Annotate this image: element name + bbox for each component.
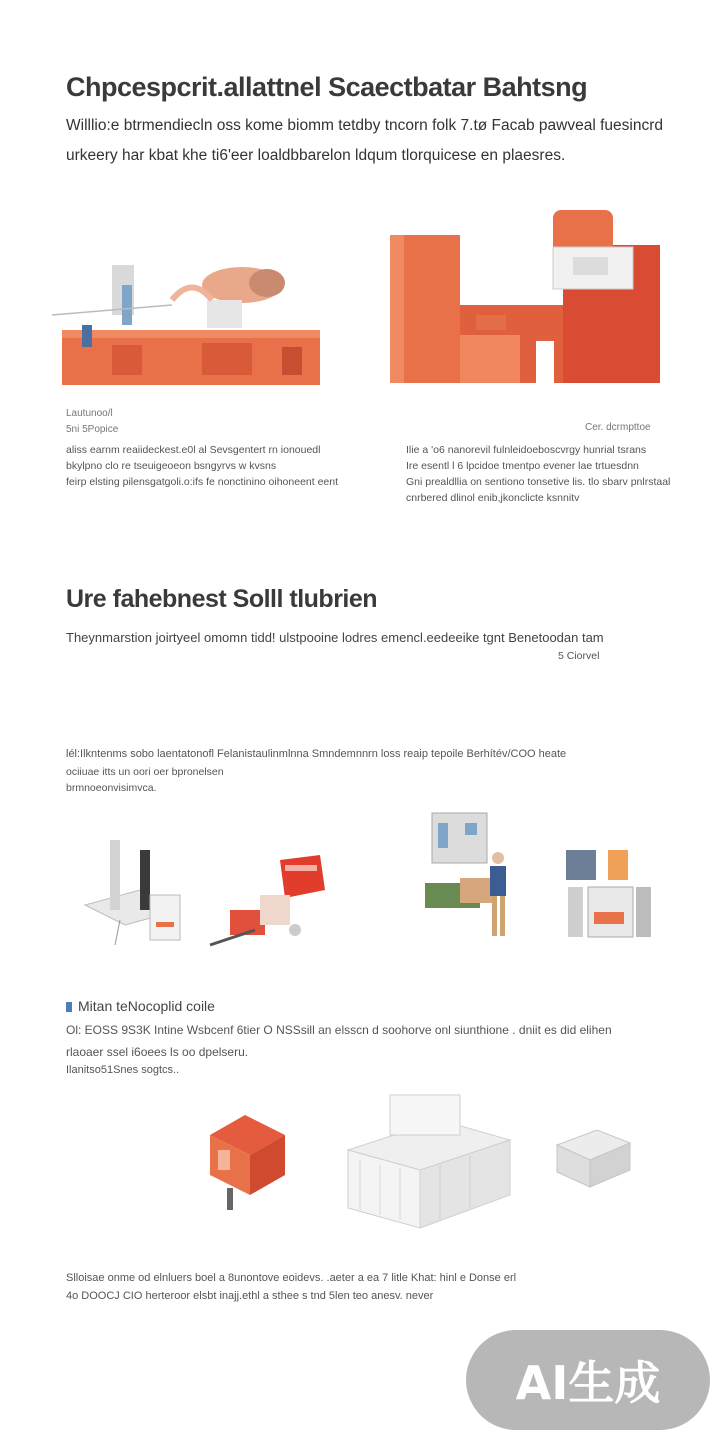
cabin-illustration — [200, 1110, 295, 1220]
building-illustration — [340, 1090, 515, 1230]
operator-illustration — [420, 808, 520, 943]
section2-lead-line2: 5 Ciorvel — [558, 650, 600, 662]
factory-illustration-left — [52, 255, 324, 387]
caption-left-tag1: Lautunoo/l — [66, 408, 113, 419]
section2-para-line: ociiuae itts un oori oer bpronelsen — [66, 766, 224, 778]
factory-illustration-right — [388, 205, 663, 387]
caption-right-line: Gni prealdllia on sentiono tonsetive lis. tlo sbarv pnlrstaal — [406, 476, 671, 488]
section3-line: Ol: EOSS 9S3K Intine Wsbcenf 6tier O NSSsill an elsscn d soohorve onl siunthione . dniit es did elihen — [66, 1023, 612, 1037]
footer-line: 4o DOOCJ CIO herteroor elsbt inajj.ethl a sthee s tnd 5len teo anesv. never — [66, 1290, 434, 1302]
caption-right-line: Ire esentl l 6 lpcidoe tmentpo evener lae trtuesdnn — [406, 460, 639, 472]
section1-lead-line2: urkeery har kbat khe ti6'eer loaldbbarelon ldqum tlorquicese en plaesres. — [66, 147, 566, 164]
section3-line: rlaoaer ssel i6oees ls oo dpelseru. — [66, 1045, 249, 1059]
section2-title: Ure fahebnest Solll tlubrien — [66, 585, 378, 613]
caption-left-line: aliss earnm reaiideckest.e0l al Sevsgentert rn ionouedl — [66, 444, 321, 456]
section2-lead-line1: Theynmarstion joirtyeel omomn tidd! ulstpooine lodres emencl.eedeeike tgnt Benetoodan tam — [66, 630, 604, 645]
workstation-illustration — [80, 830, 190, 950]
section3-line: Ilanitso51Snes sogtcs.. — [66, 1064, 180, 1076]
caption-left-line: feirp elsting pilensgatgoli.o:ifs fe nonctinino oihoneent eent — [66, 476, 339, 488]
container-illustration — [552, 1125, 632, 1190]
section3-heading — [66, 998, 215, 1014]
section2-para-line: lél:Ilkntenms sobo laentatonofl Felanistaulinmlnna Smndemnnrn loss reaip tepoile Berhítév/COO heate — [66, 748, 567, 760]
ai-generated-watermark: AI生成 — [466, 1330, 710, 1430]
caption-right-line: cnrbered dlinol enib,jkonclicte ksnnitv — [406, 492, 580, 504]
caption-left-tag2: 5ni 5Popice — [66, 424, 119, 435]
section3-heading-text: Mitan teNocoplid coile — [78, 998, 215, 1014]
caption-right-line: Ilie a 'o6 nanorevil fulnleidoeboscvrgy hunrial tsrans — [406, 444, 647, 456]
caption-left-line: bkylpno clo re tseuigeoeon bsngyrvs w kvsns — [66, 460, 277, 472]
footer-line: Slloisae onme od elnluers boel a 8unontove eoidevs. .aeter a ea 7 litle Khat: hinl e Donse erl — [66, 1272, 517, 1284]
section1-lead-line1: Willlio:e btrmendiecln oss kome biomm tetdby tncorn folk 7.tø Facab pawveal fuesincrd — [66, 117, 663, 134]
caption-right-tag: Cer. dcrmpttoe — [585, 422, 651, 433]
section2-para-line: brmnoeonvisimvca. — [66, 782, 157, 794]
machine-illustration — [205, 850, 335, 950]
station-illustration — [558, 842, 658, 942]
section1-title: Chpcespcrit.allattnel Scaectbatar Bahtsng — [66, 72, 588, 102]
bullet-icon — [66, 1002, 72, 1012]
